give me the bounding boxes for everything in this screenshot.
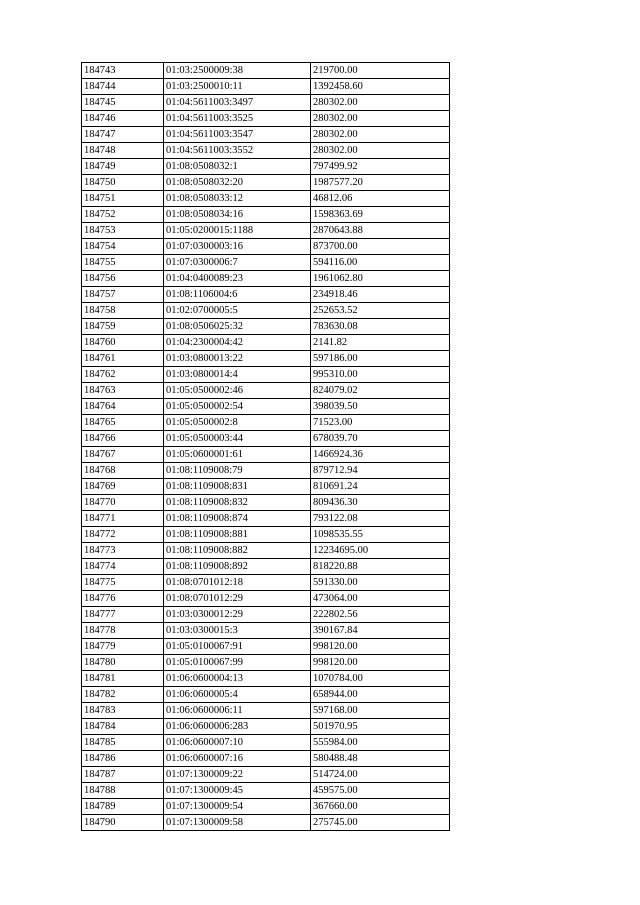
value-cell: 783630.08 [311, 319, 450, 335]
row-id-cell: 184775 [82, 575, 164, 591]
table-row [82, 815, 450, 831]
value-cell: 234918.46 [311, 287, 450, 303]
cadastral-number-cell: 01:02:0700005:5 [164, 303, 311, 319]
table-row [82, 735, 450, 751]
row-id-cell: 184756 [82, 271, 164, 287]
row-id-cell: 184743 [82, 63, 164, 79]
table-row [82, 335, 450, 351]
row-id-cell: 184787 [82, 767, 164, 783]
row-id-cell: 184753 [82, 223, 164, 239]
cadastral-number-cell: 01:04:5611003:3547 [164, 127, 311, 143]
value-cell: 818220.88 [311, 559, 450, 575]
value-cell: 2141.82 [311, 335, 450, 351]
row-id-cell: 184777 [82, 607, 164, 623]
cadastral-number-cell: 01:08:1106004:6 [164, 287, 311, 303]
value-cell: 390167.84 [311, 623, 450, 639]
cadastral-number-cell: 01:04:2300004:42 [164, 335, 311, 351]
value-cell: 459575.00 [311, 783, 450, 799]
row-id-cell: 184776 [82, 591, 164, 607]
cadastral-number-cell: 01:03:0300015:3 [164, 623, 311, 639]
table-row [82, 751, 450, 767]
row-id-cell: 184762 [82, 367, 164, 383]
value-cell: 71523.00 [311, 415, 450, 431]
value-cell: 2870643.88 [311, 223, 450, 239]
value-cell: 594116.00 [311, 255, 450, 271]
value-cell: 514724.00 [311, 767, 450, 783]
row-id-cell: 184747 [82, 127, 164, 143]
value-cell: 824079.02 [311, 383, 450, 399]
table-row [82, 639, 450, 655]
row-id-cell: 184744 [82, 79, 164, 95]
cadastral-number-cell: 01:06:0600006:283 [164, 719, 311, 735]
cadastral-number-cell: 01:08:0701012:29 [164, 591, 311, 607]
cadastral-number-cell: 01:08:1109008:832 [164, 495, 311, 511]
value-cell: 597168.00 [311, 703, 450, 719]
cadastral-number-cell: 01:06:0600006:11 [164, 703, 311, 719]
cadastral-number-cell: 01:05:0100067:91 [164, 639, 311, 655]
value-cell: 367660.00 [311, 799, 450, 815]
row-id-cell: 184778 [82, 623, 164, 639]
table-row [82, 447, 450, 463]
row-id-cell: 184760 [82, 335, 164, 351]
value-cell: 280302.00 [311, 111, 450, 127]
cadastral-number-cell: 01:06:0600004:13 [164, 671, 311, 687]
table-row [82, 223, 450, 239]
table-row [82, 623, 450, 639]
value-cell: 591330.00 [311, 575, 450, 591]
table-row [82, 799, 450, 815]
table-body [82, 63, 450, 831]
row-id-cell: 184774 [82, 559, 164, 575]
table-row [82, 175, 450, 191]
cadastral-number-cell: 01:05:0500003:44 [164, 431, 311, 447]
value-cell: 580488.48 [311, 751, 450, 767]
cadastral-number-cell: 01:08:1109008:79 [164, 463, 311, 479]
cadastral-number-cell: 01:08:1109008:892 [164, 559, 311, 575]
cadastral-number-cell: 01:06:0600005:4 [164, 687, 311, 703]
row-id-cell: 184785 [82, 735, 164, 751]
table-row [82, 703, 450, 719]
value-cell: 873700.00 [311, 239, 450, 255]
value-cell: 998120.00 [311, 639, 450, 655]
value-cell: 280302.00 [311, 127, 450, 143]
table-row [82, 351, 450, 367]
row-id-cell: 184769 [82, 479, 164, 495]
value-cell: 1070784.00 [311, 671, 450, 687]
table-row [82, 207, 450, 223]
table-row [82, 767, 450, 783]
table-row [82, 319, 450, 335]
table-row [82, 511, 450, 527]
cadastral-number-cell: 01:08:0508034:16 [164, 207, 311, 223]
cadastral-number-cell: 01:07:0300006:7 [164, 255, 311, 271]
cadastral-number-cell: 01:06:0600007:10 [164, 735, 311, 751]
cadastral-number-cell: 01:05:0600001:61 [164, 447, 311, 463]
value-cell: 810691.24 [311, 479, 450, 495]
table-row [82, 591, 450, 607]
row-id-cell: 184772 [82, 527, 164, 543]
value-cell: 1987577.20 [311, 175, 450, 191]
value-cell: 995310.00 [311, 367, 450, 383]
table-row [82, 575, 450, 591]
cadastral-number-cell: 01:07:1300009:54 [164, 799, 311, 815]
cadastral-number-cell: 01:04:5611003:3552 [164, 143, 311, 159]
value-cell: 473064.00 [311, 591, 450, 607]
value-cell: 658944.00 [311, 687, 450, 703]
row-id-cell: 184766 [82, 431, 164, 447]
row-id-cell: 184748 [82, 143, 164, 159]
row-id-cell: 184771 [82, 511, 164, 527]
table-row [82, 687, 450, 703]
table-row [82, 495, 450, 511]
cadastral-number-cell: 01:08:0508032:1 [164, 159, 311, 175]
table-row [82, 607, 450, 623]
row-id-cell: 184765 [82, 415, 164, 431]
cadastral-number-cell: 01:06:0600007:16 [164, 751, 311, 767]
value-cell: 678039.70 [311, 431, 450, 447]
table-row [82, 191, 450, 207]
cadastral-number-cell: 01:07:1300009:22 [164, 767, 311, 783]
cadastral-number-cell: 01:08:0508032:20 [164, 175, 311, 191]
row-id-cell: 184749 [82, 159, 164, 175]
row-id-cell: 184758 [82, 303, 164, 319]
cadastral-number-cell: 01:05:0500002:46 [164, 383, 311, 399]
value-cell: 501970.95 [311, 719, 450, 735]
value-cell: 46812.06 [311, 191, 450, 207]
table-row [82, 159, 450, 175]
cadastral-number-cell: 01:03:2500009:38 [164, 63, 311, 79]
value-cell: 252653.52 [311, 303, 450, 319]
cadastral-number-cell: 01:03:0300012:29 [164, 607, 311, 623]
cadastral-number-cell: 01:04:5611003:3525 [164, 111, 311, 127]
value-cell: 1961062.80 [311, 271, 450, 287]
table-row [82, 463, 450, 479]
table-row [82, 111, 450, 127]
row-id-cell: 184755 [82, 255, 164, 271]
cadastral-number-cell: 01:08:1109008:882 [164, 543, 311, 559]
table-row [82, 303, 450, 319]
value-cell: 1392458.60 [311, 79, 450, 95]
value-cell: 879712.94 [311, 463, 450, 479]
row-id-cell: 184779 [82, 639, 164, 655]
value-cell: 597186.00 [311, 351, 450, 367]
row-id-cell: 184759 [82, 319, 164, 335]
cadastral-number-cell: 01:05:0200015:1188 [164, 223, 311, 239]
value-cell: 797499.92 [311, 159, 450, 175]
row-id-cell: 184784 [82, 719, 164, 735]
row-id-cell: 184790 [82, 815, 164, 831]
table-row [82, 399, 450, 415]
row-id-cell: 184783 [82, 703, 164, 719]
table-row [82, 719, 450, 735]
table-row [82, 239, 450, 255]
table-row [82, 527, 450, 543]
table-row [82, 271, 450, 287]
row-id-cell: 184789 [82, 799, 164, 815]
row-id-cell: 184782 [82, 687, 164, 703]
row-id-cell: 184750 [82, 175, 164, 191]
cadastral-number-cell: 01:08:0506025:32 [164, 319, 311, 335]
table-row [82, 95, 450, 111]
cadastral-number-cell: 01:03:0800014:4 [164, 367, 311, 383]
row-id-cell: 184770 [82, 495, 164, 511]
value-cell: 555984.00 [311, 735, 450, 751]
table-row [82, 287, 450, 303]
value-cell: 1098535.55 [311, 527, 450, 543]
cadastral-number-cell: 01:05:0100067:99 [164, 655, 311, 671]
table-row [82, 543, 450, 559]
cadastral-number-cell: 01:08:1109008:831 [164, 479, 311, 495]
row-id-cell: 184788 [82, 783, 164, 799]
table-row [82, 479, 450, 495]
data-table [81, 62, 450, 831]
row-id-cell: 184754 [82, 239, 164, 255]
row-id-cell: 184773 [82, 543, 164, 559]
value-cell: 219700.00 [311, 63, 450, 79]
row-id-cell: 184745 [82, 95, 164, 111]
row-id-cell: 184781 [82, 671, 164, 687]
table-row [82, 367, 450, 383]
table-row [82, 559, 450, 575]
value-cell: 280302.00 [311, 143, 450, 159]
cadastral-number-cell: 01:08:1109008:881 [164, 527, 311, 543]
table-row [82, 431, 450, 447]
value-cell: 809436.30 [311, 495, 450, 511]
cadastral-number-cell: 01:04:0400089:23 [164, 271, 311, 287]
cadastral-number-cell: 01:04:5611003:3497 [164, 95, 311, 111]
row-id-cell: 184752 [82, 207, 164, 223]
row-id-cell: 184763 [82, 383, 164, 399]
row-id-cell: 184780 [82, 655, 164, 671]
table-row [82, 143, 450, 159]
row-id-cell: 184746 [82, 111, 164, 127]
value-cell: 398039.50 [311, 399, 450, 415]
value-cell: 1466924.36 [311, 447, 450, 463]
table-row [82, 79, 450, 95]
row-id-cell: 184761 [82, 351, 164, 367]
table-row [82, 63, 450, 79]
value-cell: 280302.00 [311, 95, 450, 111]
table-row [82, 655, 450, 671]
cadastral-number-cell: 01:05:0500002:54 [164, 399, 311, 415]
row-id-cell: 184786 [82, 751, 164, 767]
value-cell: 12234695.00 [311, 543, 450, 559]
cadastral-number-cell: 01:03:0800013:22 [164, 351, 311, 367]
table-row [82, 127, 450, 143]
cadastral-number-cell: 01:08:0701012:18 [164, 575, 311, 591]
value-cell: 998120.00 [311, 655, 450, 671]
table-row [82, 671, 450, 687]
value-cell: 1598363.69 [311, 207, 450, 223]
row-id-cell: 184767 [82, 447, 164, 463]
row-id-cell: 184757 [82, 287, 164, 303]
cadastral-number-cell: 01:07:1300009:45 [164, 783, 311, 799]
row-id-cell: 184751 [82, 191, 164, 207]
table-row [82, 415, 450, 431]
value-cell: 275745.00 [311, 815, 450, 831]
cadastral-number-cell: 01:03:2500010:11 [164, 79, 311, 95]
table-row [82, 255, 450, 271]
table-row [82, 383, 450, 399]
row-id-cell: 184764 [82, 399, 164, 415]
cadastral-number-cell: 01:07:1300009:58 [164, 815, 311, 831]
table-row [82, 783, 450, 799]
cadastral-number-cell: 01:05:0500002:8 [164, 415, 311, 431]
cadastral-number-cell: 01:07:0300003:16 [164, 239, 311, 255]
value-cell: 222802.56 [311, 607, 450, 623]
cadastral-number-cell: 01:08:1109008:874 [164, 511, 311, 527]
value-cell: 793122.08 [311, 511, 450, 527]
row-id-cell: 184768 [82, 463, 164, 479]
cadastral-number-cell: 01:08:0508033:12 [164, 191, 311, 207]
